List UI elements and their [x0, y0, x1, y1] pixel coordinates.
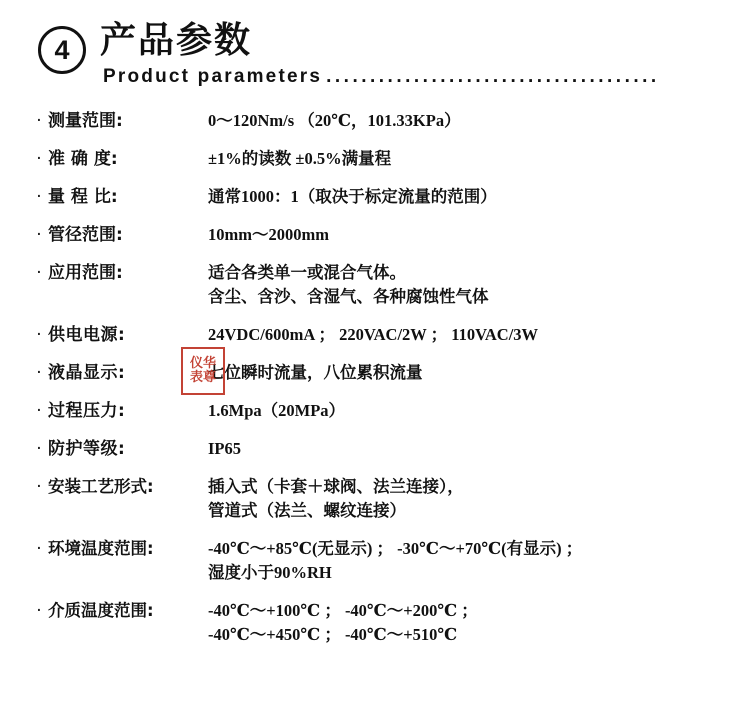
- bullet-icon: ·: [36, 477, 42, 497]
- bullet-icon: ·: [36, 401, 42, 421]
- bullet-icon: ·: [36, 601, 42, 621]
- spec-value: 0～120Nm/s （20℃，101.33KPa）: [208, 111, 461, 130]
- spec-value: -40℃～+85℃(无显示) ； -30℃～+70℃(有显示) ；: [208, 539, 583, 558]
- bullet-icon: ·: [36, 111, 42, 131]
- header-row: [38, 22, 749, 88]
- bullet-icon: ·: [36, 439, 42, 459]
- bullet-icon: ·: [36, 263, 42, 283]
- page-title-cn: 产品参数: [100, 20, 253, 61]
- bullet-icon: ·: [36, 539, 42, 559]
- spec-row: [30, 436, 749, 462]
- spec-row: [30, 536, 749, 562]
- page-title-en: Product parameters: [103, 65, 323, 87]
- spec-label: 管径范围:: [48, 225, 123, 245]
- spec-value-continuation: 含尘、含沙、含湿气、各种腐蚀性气体: [208, 287, 489, 306]
- title-en-row: [103, 66, 660, 88]
- title-dot-leader: ......................................: [326, 65, 660, 87]
- spec-row: [30, 222, 749, 248]
- spec-value: ±1%的读数 ±0.5%满量程: [208, 149, 392, 168]
- spec-value: -40℃～+100℃ ； -40℃～+200℃ ；: [208, 601, 478, 620]
- spec-row: [30, 146, 749, 172]
- spec-label: 环境温度范围:: [48, 539, 154, 558]
- bullet-icon: ·: [36, 187, 42, 207]
- watermark-line-1: 仪华: [189, 356, 216, 372]
- bullet-icon: ·: [36, 363, 42, 383]
- spec-row: [30, 474, 749, 500]
- spec-label: 供电电源:: [48, 325, 126, 345]
- spec-value: 适合各类单一或混合气体。: [208, 263, 406, 282]
- spec-value: 七位瞬时流量，八位累积流量: [208, 363, 423, 382]
- page-header: [0, 0, 749, 92]
- spec-row: [30, 598, 749, 624]
- spec-label: 测量范围:: [48, 111, 123, 131]
- spec-row: [30, 360, 749, 386]
- spec-list: [0, 108, 749, 648]
- spec-label: 应用范围:: [48, 263, 123, 283]
- spec-label: 量 程 比:: [48, 187, 118, 207]
- spec-value-continuation: -40℃～+450℃ ； -40℃～+510℃: [208, 625, 458, 644]
- watermark-line-2: 表尊: [189, 370, 216, 385]
- spec-label: 安装工艺形式:: [48, 477, 154, 496]
- spec-row: [30, 260, 749, 286]
- spec-value: IP65: [208, 439, 241, 458]
- spec-label: 介质温度范围:: [48, 601, 154, 620]
- spec-value: 24VDC/600mA ； 220VAC/2W ； 110VAC/3W: [208, 325, 539, 344]
- spec-label: 准 确 度:: [48, 149, 118, 169]
- title-block: [100, 22, 660, 88]
- spec-row: [30, 398, 749, 424]
- section-number-badge: 4: [38, 26, 86, 74]
- spec-row: [30, 184, 749, 210]
- bullet-icon: ·: [36, 325, 42, 345]
- spec-row: [30, 322, 749, 348]
- spec-value: 1.6Mpa（20MPa）: [208, 401, 346, 420]
- bullet-icon: ·: [36, 225, 42, 245]
- bullet-icon: ·: [36, 149, 42, 169]
- spec-value: 通常1000：1（取决于标定流量的范围）: [208, 187, 497, 206]
- spec-value-continuation: 湿度小于90%RH: [208, 563, 332, 582]
- spec-value-continuation: 管道式（法兰、螺纹连接）: [208, 501, 406, 520]
- spec-label: 防护等级:: [48, 439, 126, 459]
- spec-value: 插入式（卡套＋球阀、法兰连接），: [208, 477, 464, 496]
- spec-row: [30, 108, 749, 134]
- spec-label: 过程压力:: [48, 401, 126, 421]
- spec-value: 10mm～2000mm: [208, 225, 329, 244]
- spec-label: 液晶显示:: [48, 363, 126, 383]
